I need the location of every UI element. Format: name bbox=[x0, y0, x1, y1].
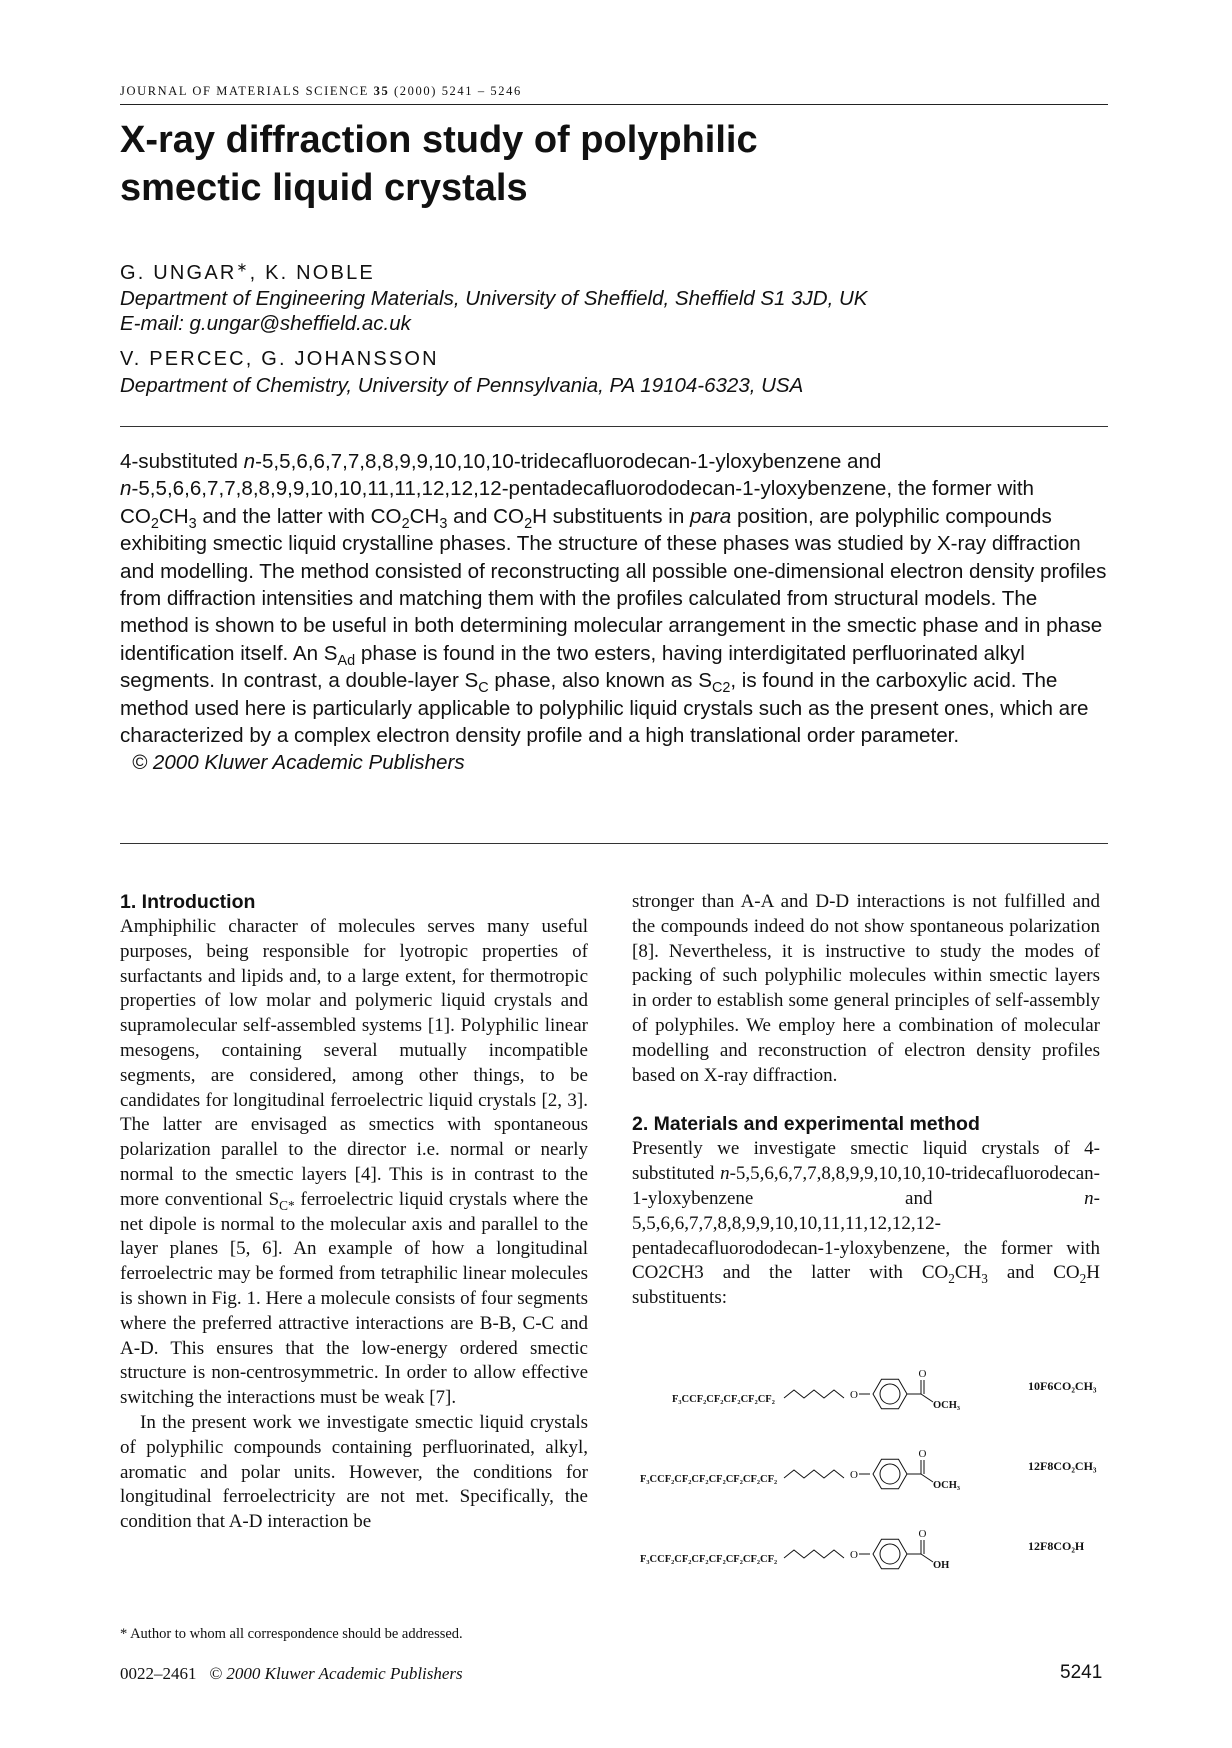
ether-oxygen-label: O bbox=[850, 1469, 858, 1481]
ester-bond bbox=[921, 1554, 933, 1562]
chemical-structures-scheme bbox=[632, 1352, 1108, 1592]
end-group-label: OCH₃ bbox=[933, 1480, 961, 1491]
author-list-1 bbox=[120, 259, 375, 285]
alkyl-spacer-bond bbox=[784, 1470, 844, 1478]
corresponding-mark: ∗ bbox=[236, 259, 250, 275]
ether-oxygen-label: O bbox=[850, 1549, 858, 1561]
affiliation-sheffield: Department of Engineering Materials, University of Sheffield, Sheffield S1 3JD, UK bbox=[120, 287, 868, 310]
aromatic-circle bbox=[880, 1464, 900, 1484]
column-left bbox=[120, 890, 588, 1535]
fluoro-chain-label: F₃CCF₂CF₂CF₂CF₂CF₂CF₂CF₂ bbox=[640, 1474, 778, 1485]
chemical-structures-drawing bbox=[632, 1352, 1108, 1592]
issn: 0022–2461 bbox=[120, 1664, 197, 1683]
aromatic-circle bbox=[880, 1544, 900, 1564]
running-head bbox=[120, 84, 522, 99]
title-line-2: smectic liquid crystals bbox=[120, 167, 528, 209]
abstract-bottom-rule bbox=[120, 843, 1108, 844]
fluoro-chain-label: F₃CCF₂CF₂CF₂CF₂CF₂CF₂CF₂ bbox=[640, 1554, 778, 1565]
section-heading-materials: 2. Materials and experimental method bbox=[632, 1113, 980, 1136]
abstract bbox=[120, 448, 1110, 777]
header-rule bbox=[120, 104, 1108, 105]
section-heading-introduction: 1. Introduction bbox=[120, 891, 256, 913]
journal-volume: 35 bbox=[373, 84, 390, 98]
column-right bbox=[632, 890, 1100, 1311]
author-noble: , K. NOBLE bbox=[249, 262, 375, 284]
abstract-top-rule bbox=[120, 426, 1108, 427]
paper-title bbox=[120, 116, 1020, 212]
carbonyl-oxygen-label: O bbox=[918, 1448, 927, 1460]
intro-paragraph-3: stronger than A-A and D-D interactions is not fulfilled and the compounds indeed do not show spontaneous polarization [8]. Nevertheless, it is instructive to study the modes of packing of such polyphilic molecules within smectic layers in order to establish some general principles of self-assembly of polyphiles. We employ here a combination of molecular modelling and reconstruction of electron density profiles based on X-ray diffraction. bbox=[632, 891, 1100, 1086]
intro-paragraph-2: In the present work we investigate smectic liquid crystals of polyphilic compounds containing perfluorinated, alkyl, aromatic and polar units. However, the conditions for longitudinal ferroelectricity are not met. Specifically, the condition that A-D interaction be bbox=[120, 1411, 588, 1533]
compound-code-label: 10F6CO₂CH₃ bbox=[1028, 1379, 1097, 1393]
footnote: * Author to whom all correspondence should be addressed. bbox=[120, 1626, 463, 1642]
compound-code-label: 12F8CO₂CH₃ bbox=[1028, 1459, 1097, 1473]
compound-code-label: 12F8CO₂H bbox=[1028, 1539, 1085, 1553]
ether-oxygen-label: O bbox=[850, 1389, 858, 1401]
alkyl-spacer-bond bbox=[784, 1390, 844, 1398]
ester-bond bbox=[921, 1474, 933, 1482]
aromatic-circle bbox=[880, 1384, 900, 1404]
footer-issn-copyright bbox=[120, 1664, 463, 1684]
fluoro-chain-label: F₃CCF₂CF₂CF₂CF₂CF₂ bbox=[672, 1394, 775, 1405]
alkyl-spacer-bond bbox=[784, 1550, 844, 1558]
abstract-text: 4-substituted n-5,5,6,6,7,7,8,8,9,9,10,10,10-tridecafluorodecan-1-yloxybenzene and n-5,5,6,6,7,7,8,8,9,9,10,10,11,11,12,12,12-pentadecafluorododecan-1-yloxybenzene, the former with $CO_2CH_3$ and the latter with $CO_2CH_3$ and $CO_2H$ substituents in para position, are polyphilic compounds exhibiting smectic liquid crystalline phases. The structure of these phases was studied by X-ray diffraction and modelling. The method consisted of reconstructing all possible one-dimensional electron density profiles from diffraction intensities and matching them with the profiles calculated from structural models. The method is shown to be useful in both determining molecular arrangement in the smectic phase and in phase identification itself. An $S_{Ad}$ phase is found in the two esters, having interdigitated perfluorinated alkyl segments. In contrast, a double-layer $S_C$ phase, also known as $S_{C2}$, is found in the carboxylic acid. The method used here is particularly applicable to polyphilic liquid crystals such as the present ones, which are characterized by a complex electron density profile and a high translational order parameter. bbox=[120, 450, 1107, 748]
carbonyl-oxygen-label: O bbox=[918, 1528, 927, 1540]
page-number: 5241 bbox=[1060, 1662, 1103, 1683]
carbonyl-oxygen-label: O bbox=[918, 1368, 927, 1380]
end-group-label: OCH₃ bbox=[933, 1400, 961, 1411]
author-ungar: G. UNGAR bbox=[120, 262, 237, 284]
intro-paragraph-1: Amphiphilic character of molecules serves many useful purposes, being responsible for lyotropic properties of surfactants and lipids and, to a large extent, for thermotropic properties of low molar and polymeric liquid crystals and supramolecular self-assembled systems [1]. Polyphilic linear mesogens, containing several mutually incompatible segments, are considered, among other things, to be candidates for longitudinal ferroelectric liquid crystals [2, 3]. The latter are envisaged as smectics with spontaneous polarization parallel to the director i.e. normal or nearly normal to the smectic layers [4]. This is in contrast to the more conventional $S_{C*}$ ferroelectric liquid crystals where the net dipole is normal to the molecular axis and parallel to the layer planes [5, 6]. An example of how a longitudinal ferroelectric may be formed from tetraphilic linear molecules is shown in Fig. 1. Here a molecule consists of four segments where the preferred attractive interactions are B-B, C-C and A-D. This ensures that the low-energy ordered smectic structure is non-centrosymmetric. In order to allow effective switching the interactions must be weak [7]. bbox=[120, 916, 589, 1409]
abstract-copyright: © 2000 Kluwer Academic Publishers bbox=[132, 751, 465, 775]
author-email: E-mail: g.ungar@sheffield.ac.uk bbox=[120, 312, 411, 335]
end-group-label: OH bbox=[933, 1560, 950, 1571]
materials-paragraph-1: Presently we investigate smectic liquid crystals of 4-substituted n-5,5,6,6,7,7,8,8,9,9,10,10,10-tridecafluorodecan-1-yloxybenzene and n-5,5,6,6,7,7,8,8,9,9,10,10,11,11,12,12,12-pentadecafluorododecan-1-yloxybenzene, the former with CO2CH3 and the latter with $CO_2CH_3$ and $CO_2H$ substituents: bbox=[632, 1138, 1101, 1309]
journal-year-pages: (2000) 5241 – 5246 bbox=[394, 84, 522, 98]
title-line-1: X-ray diffraction study of polyphilic bbox=[120, 119, 758, 161]
affiliation-pennsylvania: Department of Chemistry, University of Pennsylvania, PA 19104-6323, USA bbox=[120, 374, 804, 397]
author-list-2: V. PERCEC, G. JOHANSSON bbox=[120, 348, 439, 370]
ester-bond bbox=[921, 1394, 933, 1402]
journal-name: JOURNAL OF MATERIALS SCIENCE bbox=[120, 84, 369, 98]
footer-copyright: © 2000 Kluwer Academic Publishers bbox=[209, 1664, 463, 1683]
